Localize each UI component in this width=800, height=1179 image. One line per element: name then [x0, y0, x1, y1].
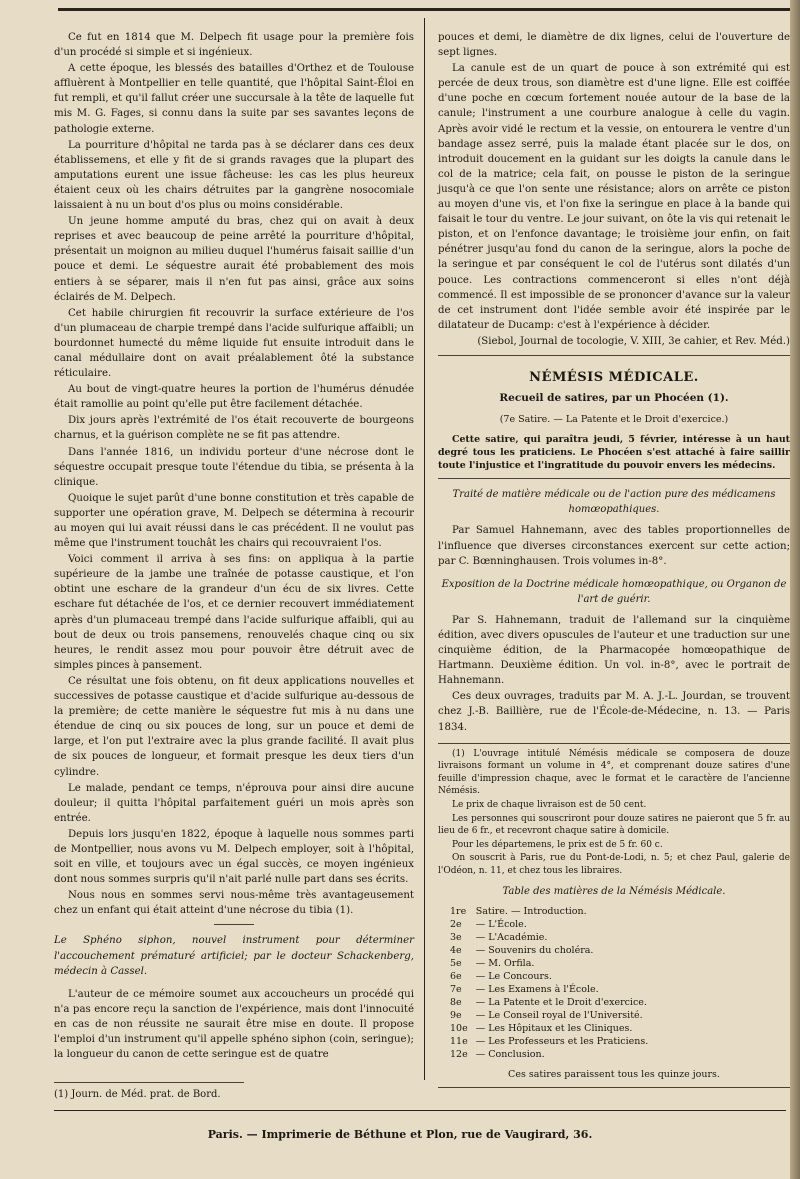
book-sale: Ces deux ouvrages, traduits par M. A. J.-L. Jourdan, se trouvent chez J.-B. Baillière, rue de l'École-de-Médecine, n. 13. — Paris 1834. — [438, 691, 790, 733]
book-title: Exposition de la Doctrine médicale homœopathique, ou Organon de l'art de guérir. — [441, 578, 787, 605]
book-description: Par S. Hahnemann, traduit de l'allemand sur la cinquième édition, avec divers opuscules de l'auteur et une traduction sur une cinquième édition, de la Pharmacopée homœopathique de Hartmann. Deuxième édition. Un vol. in-8°, avec le portrait de Hahnemann. — [438, 614, 790, 687]
toc-note: Ces satires paraissent tous les quinze jours. — [508, 1068, 720, 1080]
toc-row — [446, 996, 652, 1009]
toc-number: 4e — [450, 944, 462, 956]
toc-title: Table des matières de la Némésis Médicale. — [502, 885, 726, 897]
satire-line: (7e Satire. — La Patente et le Droit d'exercice.) — [499, 414, 729, 426]
left-column — [54, 30, 414, 1063]
toc-label: — Le Concours. — [475, 970, 552, 982]
toc-row — [446, 1048, 652, 1061]
toc-number: 9e — [450, 1009, 462, 1021]
paragraph: Depuis lors jusqu'en 1822, époque à laquelle nous sommes parti de Montpellier, nous avons vu M. Delpech employer, soit à l'hôpital, soit en ville, et toujours avec un égal succès, ce moyen ingénieux dont nous sommes surpris qu'il n'ait parlé nulle part dans ses écrits. — [54, 828, 414, 886]
section-subtitle: Recueil de satires, par un Phocéen (1). — [499, 392, 729, 405]
toc-number: 10e — [450, 1022, 468, 1034]
section-separator — [214, 924, 254, 925]
paragraph: Nous nous en sommes servi nous-même très avantageusement chez un enfant qui était atteint d'une nécrose du tibia (1). — [54, 890, 414, 917]
toc-label: — L'Académie. — [475, 931, 548, 943]
toc-label: — Le Conseil royal de l'Université. — [475, 1009, 643, 1021]
toc-row — [446, 970, 652, 983]
toc-number: 8e — [450, 996, 462, 1008]
paragraph: Voici comment il arriva à ses fins: on appliqua à la partie supérieure de la jambe une traînée de potasse caustique, et l'on obtint une eschare de la grandeur d'un écu de six livres. Cette eschare fut détachée de l'os, et ce dernier recouvert immédiatement après d'un plumaceau trempé dans l'acide sulfurique affaibli, qui au bout de deux ou trois pansemens, renouvelés chaque cinq ou six heures, le rendit assez mou pour pouvoir être détruit avec de simples pinces à pansement. — [54, 554, 414, 671]
toc-number: 7e — [450, 983, 462, 995]
paragraph: Un jeune homme amputé du bras, chez qui on avait à deux reprises et avec beaucoup de peine arrêté la pourriture d'hôpital, présentait un moignon au milieu duquel l'humérus faisait saillie d'un pouce et demi. Le séquestre aurait été probablement des mois entiers à se séparer, mais il n'en fut pas ainsi, grâce aux soins éclairés de M. Delpech. — [54, 216, 414, 303]
toc-label: — Souvenirs du choléra. — [475, 944, 594, 956]
section-separator — [438, 355, 790, 356]
toc-row — [446, 1022, 652, 1035]
ad-paragraph: On souscrit à Paris, rue du Pont-de-Lodi, n. 5; et chez Paul, galerie de l'Odéon, n. 11, et chez tous les libraires. — [438, 853, 790, 876]
toc-label: Satire. — Introduction. — [475, 905, 587, 917]
book-title: Traité de matière médicale ou de l'action pure des médicamens homœopathiques. — [452, 489, 776, 516]
toc-label: — La Patente et le Droit d'exercice. — [475, 996, 647, 1008]
column-rule — [424, 18, 425, 1080]
paragraph: Dix jours après l'extrémité de l'os était recouverte de bourgeons charnus, et la guérison complète ne se fit pas attendre. — [54, 415, 414, 442]
book-description: Par Samuel Hahnemann, avec des tables proportionnelles de l'influence que diverses circonstances exercent sur cette action; par C. Bœnninghausen. Trois volumes in-8°. — [438, 525, 790, 567]
toc-row — [446, 1009, 652, 1022]
toc-number: 3e — [450, 931, 462, 943]
toc-row — [446, 905, 652, 918]
toc-number: 6e — [450, 970, 462, 982]
ad-paragraph: Les personnes qui souscriront pour douze satires ne paieront que 5 fr. au lieu de 6 fr., et recevront chaque satire à domicile. — [438, 813, 790, 837]
paragraph: La pourriture d'hôpital ne tarda pas à se déclarer dans ces deux établissemens, et elle y fit de si grands ravages que la plupart des amputations eurent une issue fâcheuse: les cas les plus heureux étaient ceux où les chairs détruites par la gangrène nosocomiale laissaient à nu un bout d'os plus ou moins considérable. — [54, 139, 414, 212]
toc-label: — L'École. — [475, 918, 527, 930]
ad-paragraph: Pour les départemens, le prix est de 5 fr. 60 c. — [452, 839, 663, 850]
toc-number: 5e — [450, 957, 462, 969]
ad-paragraph: (1) L'ouvrage intitulé Némésis médicale se composera de douze livraisons formant un volume in 4°, et comprenant douze satires d'une feuille d'impression chaque, avec le format et le caractère de l'ancienne Némésis. — [438, 748, 790, 797]
paragraph: pouces et demi, le diamètre de dix lignes, celui de l'ouverture de sept lignes. — [438, 32, 790, 59]
right-column — [438, 30, 790, 1096]
paragraph: Ce résultat une fois obtenu, on fit deux applications nouvelles et successives de potasse caustique et d'acide sulfurique au-dessous de la première; de cette manière le séquestre fut mis à nu dans une étendue de cinq ou six pouces de long, sur un pouce et demi de large, et l'on put l'extraire avec la plus grande facilité. Il avait plus de six pouces de longueur, et formait presque les deux tiers d'un cylindre. — [54, 675, 414, 778]
bottom-rule — [54, 1110, 786, 1111]
ad-paragraph: Le prix de chaque livraison est de 50 cent. — [452, 800, 647, 811]
notice-text: L'auteur de ce mémoire soumet aux accoucheurs un procédé qui n'a pas encore reçu la sanction de l'expérience, mais dont l'innocuité en cas de non réussite ne saurait être mise en doute. Il propose l'emploi d'un instrument qu'il appelle sphéno siphon (coin, seringue); la longueur du canon de cette seringue est de quatre — [54, 988, 414, 1061]
toc-row — [446, 983, 652, 996]
paragraph: Ce fut en 1814 que M. Delpech fit usage pour la première fois d'un procédé si simple et si ingénieux. — [54, 32, 414, 59]
citation: (Siebol, Journal de tocologie, V. XIII, 3e cahier, et Rev. Méd.) — [477, 335, 790, 347]
footnote-rule — [54, 1082, 244, 1083]
paragraph: Au bout de vingt-quatre heures la portion de l'humérus dénudée était ramollie au point qu'elle put être facilement détachée. — [54, 384, 414, 411]
toc-number: 11e — [450, 1035, 468, 1047]
paragraph: Quoique le sujet parût d'une bonne constitution et très capable de supporter une opération grave, M. Delpech se détermina à recourir au moyen qui lui avait réussi dans le cas précédent. Il ne voulut pas même que l'instrument touchât les chairs qui recouvraient l'os. — [54, 492, 414, 550]
toc-number: 1re — [450, 905, 467, 917]
paragraph: La canule est de un quart de pouce à son extrémité qui est percée de deux trous, son diamètre est d'une ligne. Elle est coiffée d'une poche en cœcum fortement nouée autour de la base de la canule; l'instrument a une courbure analogue à celle du vagin. Après avoir vidé le rectum et la vessie, on entourera le ventre d'un bandage assez serré, puis la malade étant placée sur le dos, on introduit doucement en la guidant sur les doigts la canule dans le col de la matrice; cela fait, on pousse le piston de la seringue jusqu'à ce que l'on sente une résistance; alors on arrête ce piston au moyen d'une vis, et l'on fixe la seringue en place à la bande qui faisait le tour du ventre. Le jour suivant, on ôte la vis qui retenait le piston, et on l'enfonce davantage; le troisième jour enfin, on fait pénétrer jusqu'au fond du canon de la seringue, alors la poche de la seringue et par conséquent le col de l'utérus sont dilatés d'un pouce. Les contractions commenceront si elles n'ont déjà commencé. Il est impossible de se prononcer d'avance sur la valeur de cet instrument dont l'idée semble avoir été inspirée par le dilatateur de Ducamp: c'est à l'expérience à décider. — [438, 63, 790, 331]
paragraph: Cet habile chirurgien fit recouvrir la surface extérieure de l'os d'un plumaceau de charpie trempé dans l'acide sulfurique affaibli; un bourdonnet humecté du même liquide fut ensuite introduit dans le canal médullaire dont on avait préalablement ôté la substance réticulaire. — [54, 307, 414, 380]
toc-row — [446, 1035, 652, 1048]
subscription-box — [438, 743, 790, 1088]
paragraph: A cette époque, les blessés des batailles d'Orthez et de Toulouse affluèrent à Montpellier en telle quantité, que l'hôpital Saint-Éloi en fut rempli, et qu'il fallut créer une succursale à la tête de laquelle fut mis M. G. Fages, si connu dans la suite par ses savantes leçons de pathologie externe. — [54, 63, 414, 135]
imprint: Paris. — Imprimerie de Béthune et Plon, rue de Vaugirard, 36. — [207, 1128, 593, 1141]
paragraph: Le malade, pendant ce temps, n'éprouva pour ainsi dire aucune douleur; il quitta l'hôpital parfaitement guéri un mois après son entrée. — [54, 782, 414, 824]
toc-row — [446, 931, 652, 944]
toc-number: 12e — [450, 1048, 468, 1060]
toc-label: — M. Orfila. — [475, 957, 535, 969]
toc-label: — Les Professeurs et les Praticiens. — [475, 1035, 649, 1047]
notice-title: Le Sphéno siphon, nouvel instrument pour déterminer l'accouchement prématuré artificiel; par le docteur Schackenberg, médecin à Cassel. — [54, 935, 414, 977]
toc-label: — Conclusion. — [475, 1048, 545, 1060]
toc-row — [446, 957, 652, 970]
footnote: (1) Journ. de Méd. prat. de Bord. — [54, 1089, 221, 1100]
section-title: NÉMÉSIS MÉDICALE. — [529, 369, 699, 385]
toc-label: — Les Hôpitaux et les Cliniques. — [475, 1022, 633, 1034]
top-rule — [58, 8, 790, 11]
toc-label: — Les Examens à l'École. — [475, 983, 599, 995]
toc-row — [446, 944, 652, 957]
toc-row — [446, 918, 652, 931]
satire-note: Cette satire, qui paraîtra jeudi, 5 février, intéresse à un haut degré tous les praticiens. Le Phocéen s'est attaché à faire saillir toute l'injustice et l'ingratitude du pouvoir envers les médecins. — [438, 434, 790, 472]
paragraph: Dans l'année 1816, un individu porteur d'une nécrose dont le séquestre occupait presque toute l'étendue du tibia, se présenta à la clinique. — [54, 446, 414, 488]
table-of-contents — [446, 905, 652, 1061]
toc-number: 2e — [450, 918, 462, 930]
page-edge — [790, 0, 800, 1179]
section-separator — [438, 478, 790, 479]
